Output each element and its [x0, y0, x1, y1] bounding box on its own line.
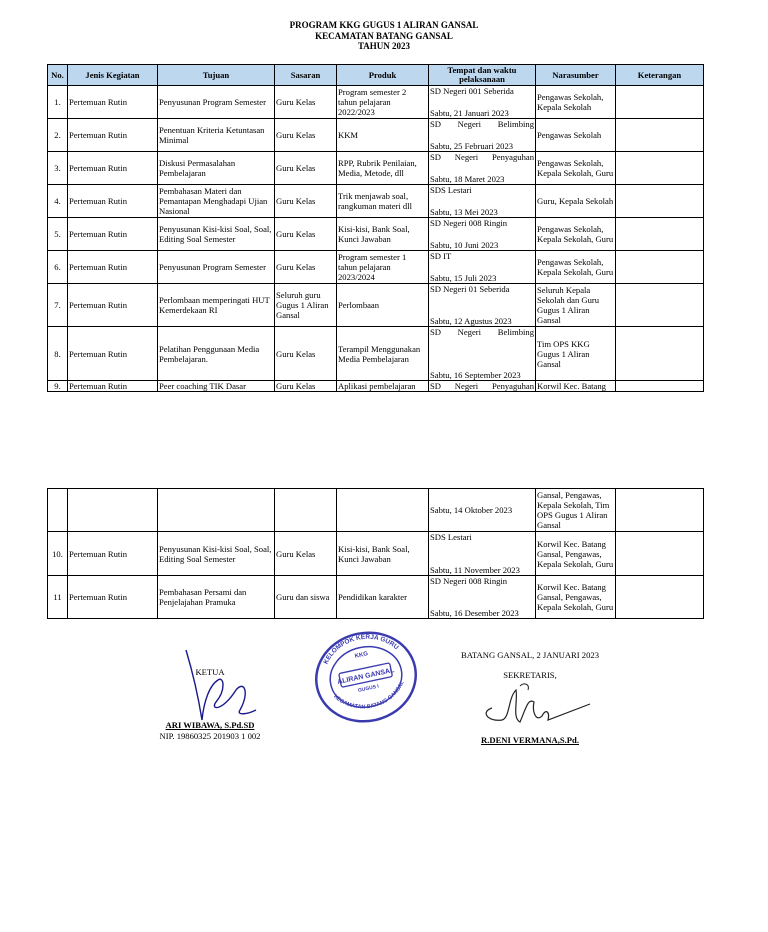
cell-sasaran: Guru Kelas	[275, 152, 337, 185]
place-text: SD Negeri 008 Ringin	[430, 218, 508, 228]
cell-narasumber: Gansal, Pengawas, Kepala Sekolah, Tim OPS Gugus 1 Aliran Gansal	[536, 489, 616, 532]
table-row	[48, 86, 704, 119]
col-header-produk: Produk	[337, 65, 429, 86]
cell-tempat-waktu	[429, 218, 536, 251]
col-header-keterangan: Keterangan	[616, 65, 704, 86]
sekretaris-signature-scribble	[450, 678, 610, 738]
cell-sasaran: Seluruh guru Gugus 1 Aliran Gansal	[275, 284, 337, 327]
place-date: BATANG GANSAL, 2 JANUARI 2023	[460, 650, 599, 660]
svg-text:KKG: KKG	[354, 651, 369, 660]
place-text: SD Negeri 01 Seberida	[430, 284, 510, 294]
cell-jenis: Pertemuan Rutin	[68, 152, 158, 185]
cell-narasumber: Tim OPS KKG Gugus 1 Aliran Gansal	[536, 327, 616, 381]
cell-jenis: Pertemuan Rutin	[68, 185, 158, 218]
table-row	[48, 251, 704, 284]
col-header-narasumber: Narasumber	[536, 65, 616, 86]
cell-keterangan	[616, 152, 704, 185]
cell-keterangan	[616, 381, 704, 392]
title-line-2: KECAMATAN BATANG GANSAL	[315, 30, 453, 41]
cell-jenis: Pertemuan Rutin	[68, 532, 158, 576]
cell-sasaran	[275, 489, 337, 532]
cell-keterangan	[616, 185, 704, 218]
cell-jenis: Pertemuan Rutin	[68, 327, 158, 381]
place-text: SD Negeri 001 Seberida	[430, 86, 514, 96]
cell-produk	[337, 489, 429, 532]
cell-sasaran: Guru dan siswa	[275, 576, 337, 619]
cell-jenis	[68, 489, 158, 532]
cell-sasaran: Guru Kelas	[275, 532, 337, 576]
cell-narasumber: Korwil Kec. Batang Gansal, Pengawas, Kepala Sekolah, Guru	[536, 532, 616, 576]
cell-no: 1.	[48, 86, 68, 119]
place-text: SD IT	[430, 251, 452, 261]
cell-tujuan: Peer coaching TIK Dasar	[158, 381, 275, 392]
cell-narasumber: Pengawas Sekolah, Kepala Sekolah, Guru	[536, 251, 616, 284]
cell-narasumber: Pengawas Sekolah, Kepala Sekolah, Guru	[536, 152, 616, 185]
svg-text:ALIRAN GANSAL: ALIRAN GANSAL	[336, 667, 395, 686]
document-title	[0, 20, 768, 52]
cell-sasaran: Guru Kelas	[275, 185, 337, 218]
date-text: Sabtu, 15 Juli 2023	[430, 273, 497, 283]
cell-produk: KKM	[337, 119, 429, 152]
cell-produk: Kisi-kisi, Bank Soal, Kunci Jawaban	[337, 218, 429, 251]
cell-tempat-waktu	[429, 381, 536, 392]
cell-narasumber: Korwil Kec. Batang Gansal, Pengawas, Kepala Sekolah, Guru	[536, 576, 616, 619]
title-line-1: PROGRAM KKG GUGUS 1 ALIRAN GANSAL	[289, 20, 479, 30]
cell-sasaran: Guru Kelas	[275, 251, 337, 284]
date-text: Sabtu, 21 Januari 2023	[430, 108, 509, 118]
cell-tujuan: Pembahasan Persami dan Penjelajahan Pramuka	[158, 576, 275, 619]
cell-narasumber: Pengawas Sekolah, Kepala Sekolah	[536, 86, 616, 119]
col-header-jenis: Jenis Kegiatan	[68, 65, 158, 86]
sekretaris-label: SEKRETARIS,	[503, 670, 557, 680]
cell-no: 7.	[48, 284, 68, 327]
cell-tujuan: Penyusunan Program Semester	[158, 251, 275, 284]
table-row	[48, 218, 704, 251]
cell-tempat-waktu	[429, 152, 536, 185]
cell-keterangan	[616, 576, 704, 619]
cell-keterangan	[616, 119, 704, 152]
cell-produk: Program semester 2 tahun pelajaran 2022/2023	[337, 86, 429, 119]
cell-produk: Program semester 1 tahun pelajaran 2023/2024	[337, 251, 429, 284]
table-row	[48, 185, 704, 218]
cell-tempat-waktu	[429, 284, 536, 327]
date-text: Sabtu, 12 Agustus 2023	[430, 316, 512, 326]
table-header-row	[48, 65, 704, 86]
cell-tempat-waktu	[429, 327, 536, 381]
cell-jenis: Pertemuan Rutin	[68, 576, 158, 619]
date-text: Sabtu, 11 November 2023	[430, 565, 520, 575]
cell-tempat-waktu	[429, 576, 536, 619]
cell-produk: Pendidikan karakter	[337, 576, 429, 619]
cell-produk: Trik menjawab soal, rangkuman materi dll	[337, 185, 429, 218]
ketua-label: KETUA	[195, 667, 225, 677]
cell-keterangan	[616, 327, 704, 381]
cell-narasumber: Pengawas Sekolah, Kepala Sekolah, Guru	[536, 218, 616, 251]
kkg-stamp	[312, 628, 420, 726]
cell-tempat-waktu	[429, 86, 536, 119]
cell-tujuan: Pembahasan Materi dan Pemantapan Menghadapi Ujian Nasional	[158, 185, 275, 218]
title-line-3: TAHUN 2023	[357, 41, 411, 51]
cell-tempat-waktu	[429, 251, 536, 284]
cell-tujuan: Pelatihan Penggunaan Media Pembelajaran.	[158, 327, 275, 381]
cell-tujuan: Penyusunan Kisi-kisi Soal, Soal, Editing Soal Semester	[158, 532, 275, 576]
cell-tempat-waktu	[429, 119, 536, 152]
cell-sasaran: Guru Kelas	[275, 86, 337, 119]
place-text: SD Negeri Penyaguhan	[430, 381, 534, 391]
col-header-sasaran: Sasaran	[275, 65, 337, 86]
cell-no: 10.	[48, 532, 68, 576]
col-header-tujuan: Tujuan	[158, 65, 275, 86]
cell-jenis: Pertemuan Rutin	[68, 381, 158, 392]
place-text: SD Negeri 008 Ringin	[430, 576, 508, 586]
cell-jenis: Pertemuan Rutin	[68, 251, 158, 284]
cell-tujuan	[158, 489, 275, 532]
table-row	[48, 327, 704, 381]
cell-keterangan	[616, 284, 704, 327]
date-text: Sabtu, 18 Maret 2023	[430, 174, 505, 184]
table-row	[48, 119, 704, 152]
cell-narasumber: Seluruh Kepala Sekolah dan Guru Gugus 1 Aliran Gansal	[536, 284, 616, 327]
cell-keterangan	[616, 489, 704, 532]
cell-tujuan: Penyusunan Kisi-kisi Soal, Soal, Editing Soal Semester	[158, 218, 275, 251]
sekretaris-signature-block	[450, 650, 610, 750]
place-text: SDS Lestari	[430, 532, 472, 542]
svg-text:GUGUS I: GUGUS I	[357, 683, 380, 694]
cell-no: 3.	[48, 152, 68, 185]
cell-no: 5.	[48, 218, 68, 251]
cell-no: 4.	[48, 185, 68, 218]
date-text: Sabtu, 14 Oktober 2023	[430, 505, 513, 515]
cell-no: 2.	[48, 119, 68, 152]
cell-tujuan: Perlombaan memperingati HUT Kemerdekaan RI	[158, 284, 275, 327]
cell-no: 6.	[48, 251, 68, 284]
ketua-signature-block	[140, 640, 280, 750]
svg-text:KELOMPOK KERJA GURU: KELOMPOK KERJA GURU	[322, 633, 400, 666]
cell-sasaran: Guru Kelas	[275, 218, 337, 251]
cell-jenis: Pertemuan Rutin	[68, 119, 158, 152]
date-text: Sabtu, 16 September 2023	[430, 370, 521, 380]
table-row	[48, 152, 704, 185]
cell-narasumber: Korwil Kec. Batang	[536, 381, 616, 392]
cell-sasaran: Guru Kelas	[275, 119, 337, 152]
cell-no: 11	[48, 576, 68, 619]
cell-tujuan: Penentuan Kriteria Ketuntasan Minimal	[158, 119, 275, 152]
sekretaris-name: R.DENI VERMANA,S.Pd.	[481, 735, 579, 745]
cell-jenis: Pertemuan Rutin	[68, 218, 158, 251]
date-text: Sabtu, 13 Mei 2023	[430, 207, 498, 217]
cell-keterangan	[616, 218, 704, 251]
cell-sasaran: Guru Kelas	[275, 381, 337, 392]
cell-keterangan	[616, 86, 704, 119]
program-table	[47, 64, 704, 392]
ketua-nip: NIP. 19860325 201903 1 002	[159, 731, 261, 741]
cell-no: 9.	[48, 381, 68, 392]
date-text: Sabtu, 16 Desember 2023	[430, 608, 519, 618]
place-text: SDS Lestari	[430, 185, 472, 195]
svg-text:KECAMATAN BATANG GANSAL: KECAMATAN BATANG GANSAL	[332, 680, 406, 711]
place-text: SD Negeri Penyaguhan	[430, 152, 534, 162]
col-header-tempat: Tempat dan waktu pelaksanaan	[429, 65, 536, 86]
date-text: Sabtu, 10 Juni 2023	[430, 240, 499, 250]
col-header-no: No.	[48, 65, 68, 86]
cell-narasumber: Pengawas Sekolah	[536, 119, 616, 152]
cell-tempat-waktu	[429, 185, 536, 218]
cell-produk: Aplikasi pembelajaran	[337, 381, 429, 392]
date-text: Sabtu, 25 Februari 2023	[430, 141, 514, 151]
cell-jenis: Pertemuan Rutin	[68, 284, 158, 327]
cell-tempat-waktu	[429, 532, 536, 576]
table-row	[48, 284, 704, 327]
cell-produk: Terampil Menggunakan Media Pembelajaran	[337, 327, 429, 381]
table-row	[48, 532, 704, 576]
ketua-name: ARI WIBAWA, S.Pd.SD	[165, 720, 255, 730]
cell-tujuan: Penyusunan Program Semester	[158, 86, 275, 119]
place-text: SD Negeri Belimbing	[430, 119, 534, 129]
cell-keterangan	[616, 532, 704, 576]
cell-jenis: Pertemuan Rutin	[68, 86, 158, 119]
cell-produk: Perlombaan	[337, 284, 429, 327]
stamp-seal	[312, 628, 420, 726]
cell-produk: RPP, Rubrik Penilaian, Media, Metode, dll	[337, 152, 429, 185]
cell-produk: Kisi-kisi, Bank Soal, Kunci Jawaban	[337, 532, 429, 576]
cell-tempat-waktu	[429, 489, 536, 532]
table-row	[48, 489, 704, 532]
program-table-continued	[47, 488, 704, 619]
table-row	[48, 381, 704, 392]
cell-no: 8.	[48, 327, 68, 381]
table-row	[48, 576, 704, 619]
place-text: SD Negeri Belimbing	[430, 327, 534, 337]
cell-keterangan	[616, 251, 704, 284]
cell-narasumber: Guru, Kepala Sekolah	[536, 185, 616, 218]
cell-no	[48, 489, 68, 532]
cell-sasaran: Guru Kelas	[275, 327, 337, 381]
cell-tujuan: Diskusi Permasalahan Pembelajaran	[158, 152, 275, 185]
